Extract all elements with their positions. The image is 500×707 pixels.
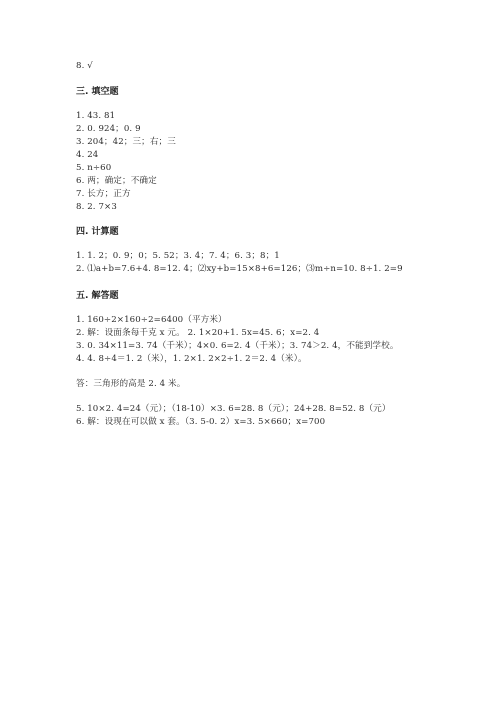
fill-in-answer-2: 2. 0. 924；0. 9 — [76, 124, 141, 134]
fill-in-answer-5: 5. n÷60 — [76, 163, 112, 173]
problem-answer-1: 1. 160÷2×160÷2=6400（平方米） — [76, 315, 227, 325]
problem-answer-5: 5. 10×2. 4=24（元）；（18-10）×3. 6=28. 8（元）；24+28. 8=52. 8（元） — [76, 404, 391, 414]
problem-answer-2: 2. 解：设面条每千克 x 元。 2. 1×20+1. 5x=45. 6；x=2. 4 — [76, 328, 320, 338]
fill-in-answer-6: 6. 两；确定；不确定 — [76, 176, 157, 186]
section-heading-calculation: 四. 计算题 — [76, 227, 119, 237]
fill-in-answer-3: 3. 204；42；三；右；三 — [76, 137, 176, 147]
problem-answer-note: 答：三角形的高是 2. 4 米。 — [76, 379, 186, 389]
fill-in-answer-4: 4. 24 — [76, 150, 99, 160]
problem-answer-4: 4. 4. 8÷4＝1. 2（米），1. 2×1. 2×2÷1. 2＝2. 4（米）。 — [76, 354, 307, 364]
section-heading-fill-in: 三. 填空题 — [76, 87, 119, 97]
calculation-answer-2: 2. ⑴a+b=7.6+4. 8=12. 4；⑵xy+b=15×8+6=126；⑶m÷n=10. 8÷1. 2=9 — [76, 264, 403, 274]
section-heading-problems: 五. 解答题 — [76, 291, 119, 301]
calculation-answer-1: 1. 1. 2；0. 9；0；5. 52；3. 4；7. 4；6. 3；8；1 — [76, 251, 280, 261]
problem-answer-3: 3. 0. 34×11=3. 74（千米）；4×0. 6=2. 4（千米）；3. 74＞2. 4，不能到学校。 — [76, 341, 399, 351]
answer-judgement-8: 8. √ — [76, 61, 93, 71]
fill-in-answer-7: 7. 长方；正方 — [76, 189, 131, 199]
fill-in-answer-1: 1. 43. 81 — [76, 111, 116, 121]
fill-in-answer-8: 8. 2. 7×3 — [76, 202, 117, 212]
problem-answer-6: 6. 解：设现在可以做 x 套。（3. 5-0. 2）x=3. 5×660；x=700 — [76, 417, 326, 427]
